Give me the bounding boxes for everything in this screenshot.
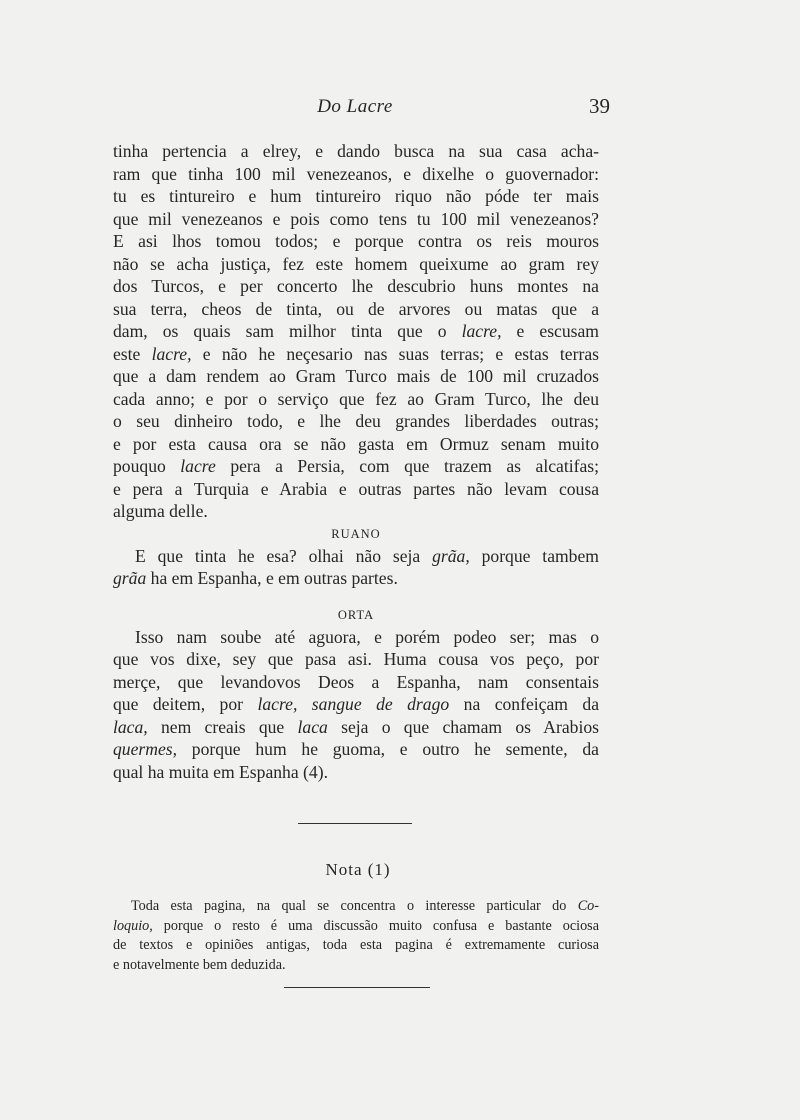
- text-line: [113, 738, 599, 761]
- text-span: porque hum he guoma, e outro he semente, da: [191, 739, 599, 759]
- text-line: e por esta causa ora se não gasta em Ormuz senam muito: [113, 433, 599, 454]
- text-line: E asi lhos tomou todos; e porque contra os reis mouros: [113, 231, 599, 251]
- text-line: não se acha justiça, fez este homem queixume ao gram rey: [113, 253, 599, 274]
- text-line: e pera a Turquia e Arabia e outras partes não levam cousa: [113, 478, 599, 499]
- running-header-title: Do Lacre: [317, 96, 393, 117]
- text-span: ha em Espanha, e em outras partes.: [150, 568, 398, 588]
- text-span: pouquo: [113, 456, 166, 476]
- text-span: porque tambem: [481, 545, 599, 566]
- text-span: E que tinta he esa? olhai não seja: [135, 545, 421, 566]
- text-line: [113, 343, 599, 366]
- italic-term: lacre: [180, 456, 216, 476]
- text-span: nem creais que: [160, 716, 285, 737]
- italic-term: lacre,: [151, 343, 192, 364]
- text-span: Toda esta pagina, na qual se concentra o interesse particular do: [131, 898, 567, 914]
- text-line: merçe, que levandovos Deos a Espanha, nam consentais: [113, 671, 599, 692]
- note-line: [113, 897, 599, 917]
- speaker-ruano: RUANO: [331, 526, 381, 541]
- italic-term: grãa,: [432, 545, 470, 566]
- italic-term: laca,: [113, 716, 148, 737]
- text-line: qual ha muita em Espanha (4).: [113, 761, 328, 782]
- text-line: Isso nam soube até aguora, e porém podeo ser; mas o: [135, 626, 599, 647]
- italic-term: Co-: [577, 898, 599, 914]
- italic-term: grãa: [113, 568, 147, 588]
- text-line: dos Turcos, e per concerto lhe descubrio huns montes na: [113, 276, 599, 296]
- note-heading: Nota (1): [325, 860, 391, 879]
- text-span: pera a Persia, com que trazem as alcatifas;: [230, 456, 600, 476]
- note-line: [113, 917, 599, 937]
- text-span: que deitem, por: [113, 694, 244, 714]
- text-span: e escusam: [516, 321, 599, 341]
- text-line: cada anno; e por o serviço que fez ao Gram Turco, lhe deu: [113, 388, 599, 409]
- italic-term: quermes,: [113, 739, 178, 759]
- text-line: tinha pertencia a elrey, e dando busca na sua casa acha-: [113, 141, 599, 161]
- text-line: ram que tinha 100 mil venezeanos, e dixelhe o guovernador:: [113, 163, 599, 184]
- text-line: tu es tintureiro e hum tintureiro riquo não póde ter mais: [113, 186, 599, 206]
- italic-term: lacre, sangue de drago: [257, 694, 450, 714]
- section-divider: [298, 823, 412, 824]
- text-line: alguma delle.: [113, 501, 208, 521]
- text-span: este: [113, 343, 141, 364]
- text-line: [113, 716, 599, 739]
- text-span: e não he neçesario nas suas terras; e estas terras: [202, 343, 599, 364]
- italic-term: laca: [297, 716, 328, 737]
- text-line: [113, 455, 599, 478]
- text-line: [113, 545, 599, 568]
- text-line: [113, 320, 599, 343]
- footnote-text: [113, 897, 599, 975]
- text-line: que mil venezeanos e pois como tens tu 100 mil venezeanos?: [113, 208, 599, 229]
- text-line: que a dam rendem ao Gram Turco mais de 100 mil cruzados: [113, 366, 599, 386]
- note-line: de textos e opiniões antigas, toda esta pagina é extremamente curiosa: [113, 937, 599, 953]
- text-span: porque o resto é uma discussão muito confusa e bastante ociosa: [163, 917, 599, 934]
- text-line: que vos dixe, sey que pasa asi. Huma cousa vos peço, por: [113, 649, 599, 669]
- italic-term: loquio,: [113, 917, 153, 934]
- italic-term: lacre,: [461, 321, 502, 341]
- note-line: e notavelmente bem deduzida.: [113, 956, 286, 973]
- text-line: [113, 693, 599, 716]
- page-number: 39: [589, 94, 610, 118]
- text-span: na confeiçam da: [463, 694, 599, 714]
- speaker-orta: ORTA: [337, 607, 375, 622]
- text-span: seja o que chamam os Arabios: [341, 716, 599, 737]
- text-line: o seu dinheiro todo, e lhe deu grandes liberdades outras;: [113, 411, 599, 431]
- text-line: [113, 567, 599, 590]
- text-line: sua terra, cheos de tinta, ou de arvores ou matas que a: [113, 298, 599, 319]
- main-text: [113, 140, 599, 783]
- text-span: dam, os quais sam milhor tinta que o: [113, 321, 447, 341]
- footer-divider: [284, 987, 430, 988]
